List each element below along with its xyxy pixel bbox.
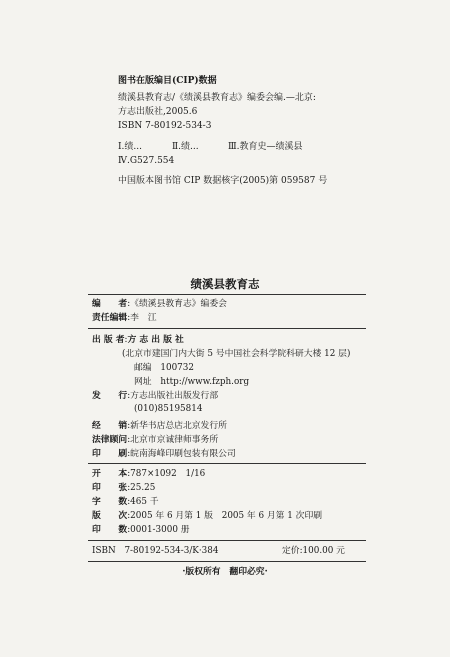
- credit-editor: 编 者:《绩溪县教育志》编委会: [92, 299, 227, 309]
- spec-sheets-label: 印 张: [92, 483, 128, 493]
- spec-edition-label: 版 次: [92, 511, 128, 521]
- cip-class-b: Ⅱ.绩...: [172, 142, 199, 152]
- publisher-label: 出 版 者: [92, 335, 125, 345]
- trade-distributor: 经 销:新华书店总店北京发行所: [92, 421, 227, 431]
- trade-printer: 印 刷:皖南海峰印刷包装有限公司: [92, 449, 236, 459]
- publisher-name: 方 志 出 版 社: [127, 335, 184, 345]
- trade-printer-value: 皖南海峰印刷包装有限公司: [130, 449, 236, 459]
- trade-legal-label: 法律顾问: [92, 435, 128, 445]
- credit-editor-value: 《绩溪县教育志》编委会: [130, 299, 227, 309]
- spec-wordcount: 字 数:465 千: [92, 497, 159, 507]
- spec-edition-value: 2005 年 6 月第 1 版 2005 年 6 月第 1 次印刷: [130, 511, 323, 521]
- book-title: 绩溪县教育志: [190, 277, 260, 291]
- trade-legal: 法律顾问:北京市京诚律师事务所: [92, 435, 219, 445]
- cip-line-1: 绩溪县教育志/《绩溪县教育志》编委会编.—北京:: [118, 93, 316, 103]
- trade-printer-label: 印 刷: [92, 449, 128, 459]
- divider: [88, 463, 366, 464]
- spec-sheets-value: 25.25: [130, 483, 156, 493]
- spec-printrun: 印 数:0001-3000 册: [92, 525, 190, 535]
- spec-format: 开 本:787×1092 1/16: [92, 469, 206, 479]
- cip-class-d: Ⅳ.G527.554: [118, 156, 175, 166]
- rights-notice: ·版权所有 翻印必究·: [182, 567, 268, 577]
- publisher-address: (北京市建国门内大街 5 号中国社会科学院科研大楼 12 层): [122, 349, 351, 359]
- divider: [88, 540, 366, 541]
- spec-format-value: 787×1092 1/16: [130, 469, 206, 479]
- isbn-full: ISBN 7-80192-534-3/K·384: [92, 546, 219, 556]
- divider: [88, 328, 366, 329]
- cip-class-a: Ⅰ.绩...: [118, 142, 142, 152]
- cip-record: 中国版本图书馆 CIP 数据核字(2005)第 059587 号: [118, 176, 328, 186]
- trade-legal-value: 北京市京诚律师事务所: [130, 435, 219, 445]
- price: 定价:100.00 元: [282, 546, 345, 556]
- publisher-postcode: 邮编 100732: [134, 363, 194, 373]
- distribution-label: 发 行: [92, 391, 128, 401]
- cip-isbn: ISBN 7-80192-534-3: [118, 121, 212, 131]
- divider: [88, 294, 366, 295]
- distribution-phone: (010)85195814: [134, 404, 203, 414]
- cip-class-c: Ⅲ.教育史—绩溪县: [228, 142, 303, 152]
- spec-printrun-value: 0001-3000 册: [130, 525, 190, 535]
- publisher-row: 出 版 者:方 志 出 版 社: [92, 335, 184, 345]
- spec-edition: 版 次:2005 年 6 月第 1 版 2005 年 6 月第 1 次印刷: [92, 511, 323, 521]
- spec-sheets: 印 张:25.25: [92, 483, 156, 493]
- trade-distributor-label: 经 销: [92, 421, 128, 431]
- trade-distributor-value: 新华书店总店北京发行所: [130, 421, 227, 431]
- credit-editor-label: 编 者: [92, 299, 128, 309]
- spec-printrun-label: 印 数: [92, 525, 128, 535]
- cip-heading: 图书在版编目(CIP)数据: [118, 76, 217, 86]
- spec-wordcount-value: 465 千: [130, 497, 159, 507]
- credit-responsible-label: 责任编辑: [92, 313, 128, 323]
- spec-format-label: 开 本: [92, 469, 128, 479]
- credit-responsible-editor: 责任编辑:李 江: [92, 313, 157, 323]
- cip-line-2: 方志出版社,2005.6: [118, 107, 198, 117]
- distribution-row: 发 行:方志出版社出版发行部: [92, 391, 219, 401]
- distribution-line-1: 方志出版社出版发行部: [130, 391, 219, 401]
- credit-responsible-value: 李 江: [130, 313, 157, 323]
- spec-wordcount-label: 字 数: [92, 497, 128, 507]
- divider: [88, 561, 366, 562]
- publisher-website: 网址 http://www.fzph.org: [134, 377, 250, 387]
